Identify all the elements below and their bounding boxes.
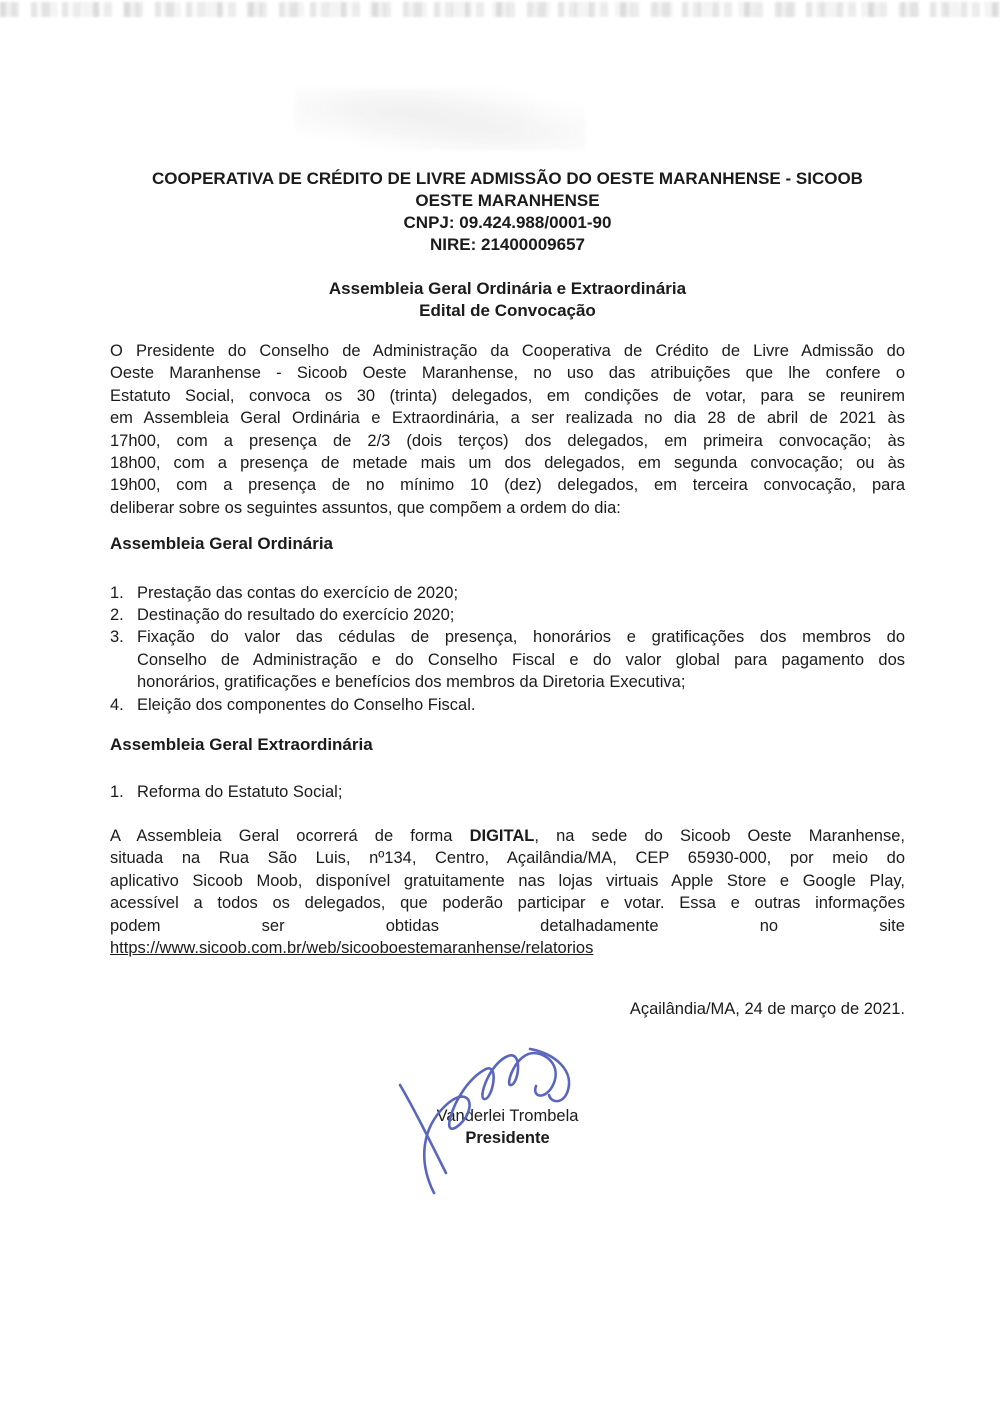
digital-justified-words <box>110 915 905 937</box>
digital-bold-word: DIGITAL <box>469 826 535 845</box>
list-item-number: 2. <box>110 606 124 625</box>
justified-word: site <box>879 916 905 935</box>
scan-noise-band <box>0 2 1000 17</box>
list-item <box>110 781 905 803</box>
list-item-text: Destinação do resultado do exercício 2020; <box>137 606 455 625</box>
list-item-number: 4. <box>110 695 124 714</box>
list-item-number: 1. <box>110 583 124 602</box>
justified-word: obtidas <box>385 916 439 935</box>
intro-line: 17h00, com a presença de 2/3 (dois terços) dos delegados, em primeira convocação; às <box>110 431 905 450</box>
digital-paragraph <box>110 825 905 959</box>
list-item-text: Fixação do valor das cédulas de presença, honorários e gratificações dos membros do <box>137 628 905 647</box>
intro-line: em Assembleia Geral Ordinária e Extraordinária, a ser realizada no dia 28 de abril de 2021 às <box>110 409 905 428</box>
signer-name: Vanderlei Trombela <box>436 1106 579 1125</box>
company-cnpj: CNPJ: 09.424.988/0001-90 <box>403 213 612 232</box>
reports-url: https://www.sicoob.com.br/web/sicooboestemaranhense/relatorios <box>110 938 594 957</box>
subtitle-assembly: Assembleia Geral Ordinária e Extraordinária <box>328 279 687 298</box>
digital-line <box>110 825 905 847</box>
digital-line1-pre: A Assembleia Geral ocorrerá de forma <box>110 826 470 845</box>
document-content <box>110 168 905 1149</box>
intro-line: deliberar sobre os seguintes assuntos, que compõem a ordem do dia: <box>110 498 621 517</box>
intro-paragraph <box>110 340 905 519</box>
section-heading-ordinaria: Assembleia Geral Ordinária <box>110 534 333 554</box>
intro-line: Estatuto Social, convoca os 30 (trinta) delegados, em condições de votar, para se reunirem <box>110 386 905 405</box>
company-nire: NIRE: 21400009657 <box>429 235 585 254</box>
intro-line: 18h00, com a presença de metade mais um dos delegados, em segunda convocação; ou às <box>110 454 905 473</box>
agenda-list-extraordinaria <box>110 781 905 803</box>
list-item-text: Eleição dos componentes do Conselho Fiscal. <box>137 695 476 714</box>
document-subtitle <box>110 278 905 322</box>
subtitle-edital: Edital de Convocação <box>419 301 596 320</box>
intro-line: Oeste Maranhense - Sicoob Oeste Maranhense, no uso das atribuições que lhe confere o <box>110 364 905 383</box>
signer-title: Presidente <box>465 1128 550 1147</box>
document-header <box>110 168 905 256</box>
list-item-number: 3. <box>110 628 124 647</box>
reports-url-line <box>110 937 905 959</box>
list-item-text: Reforma do Estatuto Social; <box>137 782 343 801</box>
justified-word: no <box>759 916 779 935</box>
digital-line: aplicativo Sicoob Moob, disponível gratuitamente nas lojas virtuais Apple Store e Google Play, <box>110 871 905 890</box>
list-item-text: honorários, gratificações e benefícios dos membros da Diretoria Executiva; <box>137 673 686 692</box>
list-item-text: Prestação das contas do exercício de 2020; <box>137 583 459 602</box>
list-item <box>110 694 905 716</box>
digital-line: acessível a todos os delegados, que poderão participar e votar. Essa e outras informações <box>110 894 905 913</box>
digital-line1-post: , na sede do Sicoob Oeste Maranhense, <box>534 826 905 845</box>
agenda-list-ordinaria <box>110 582 905 716</box>
list-item <box>110 626 905 693</box>
scan-smudge <box>295 88 585 150</box>
list-item <box>110 582 905 604</box>
justified-word: detalhadamente <box>540 916 659 935</box>
list-item-text: Conselho de Administração e do Conselho Fiscal e do valor global para pagamento dos <box>137 650 905 669</box>
company-title-line1: COOPERATIVA DE CRÉDITO DE LIVRE ADMISSÃO DO OESTE MARANHENSE - SICOOB <box>152 169 863 188</box>
justified-word: ser <box>261 916 285 935</box>
intro-line: O Presidente do Conselho de Administração da Cooperativa de Crédito de Livre Admissão do <box>110 342 905 360</box>
intro-line: 19h00, com a presença de no mínimo 10 (dez) delegados, em terceira convocação, para <box>110 476 905 495</box>
list-item <box>110 604 905 626</box>
list-item-number: 1. <box>110 782 124 801</box>
company-title-line2: OESTE MARANHENSE <box>415 191 600 210</box>
signature-block <box>110 1105 905 1149</box>
section-heading-extraordinaria: Assembleia Geral Extraordinária <box>110 735 373 755</box>
dateline: Açailândia/MA, 24 de março de 2021. <box>629 1000 905 1019</box>
digital-line: situada na Rua São Luis, nº134, Centro, Açailândia/MA, CEP 65930-000, por meio do <box>110 849 905 868</box>
justified-word: podem <box>110 916 161 935</box>
